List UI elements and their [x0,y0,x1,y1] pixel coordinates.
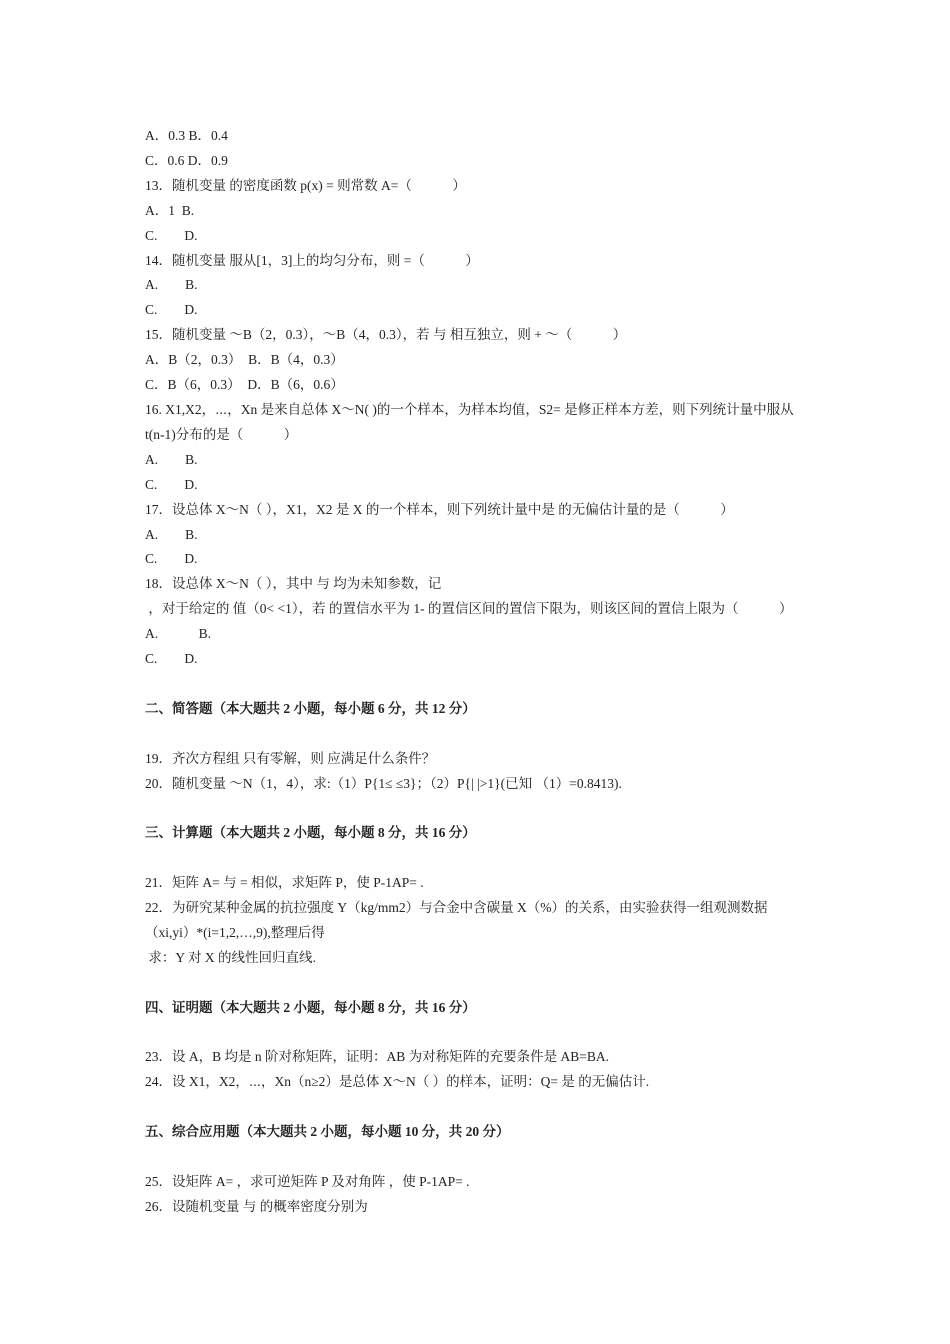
options-line: C. D. [145,476,198,492]
options-line: C. D. [145,551,198,567]
section-heading-proof: 四、证明题（本大题共 2 小题，每小题 8 分，共 16 分） [145,999,476,1015]
question-19: 19．齐次方程组 只有零解，则 应满足什么条件？ [145,750,436,766]
options-line: A．B（2，0.3） B．B（4，0.3） [145,352,344,368]
question-22-continuation: 求：Y 对 X 的线性回归直线. [145,949,316,965]
question-24: 24．设 X1，X2，⋯，Xn（n≥2）是总体 X～N（ ）的样本，证明：Q= 是 的无偏估计. [145,1074,650,1090]
question-20: 20．随机变量 ～N（1，4），求:（1）P{1≤ ≤3}；（2）P{| |>1}(已知 （1）=0.8413). [145,775,622,791]
options-line: A．1 B. [145,202,195,218]
question-26: 26．设随机变量 与 的概率密度分别为 [145,1198,368,1214]
options-line: A．0.3 B．0.4 [145,128,228,143]
question-15: 15．随机变量 ～B（2，0.3），～B（4，0.3），若 与 相互独立，则 + ～（ ） [145,327,627,343]
question-22: 22．为研究某种金属的抗拉强度 Y（kg/mm2）与合金中含碳量 X（%）的关系，由实验获得一组观测数据（xi,yi）*(i=1,2,…,9),整理后得 [145,900,768,940]
section-heading-application: 五、综合应用题（本大题共 2 小题，每小题 10 分，共 20 分） [145,1124,510,1140]
options-line: C．0.6 D．0.9 [145,152,228,168]
question-14: 14．随机变量 服从[1，3]上的均匀分布，则 =（ ） [145,252,479,268]
spacer [145,1095,810,1120]
question-23: 23．设 A，B 均是 n 阶对称矩阵，证明：AB 为对称矩阵的充要条件是 AB=BA. [145,1049,610,1065]
spacer [145,796,810,821]
section-heading-short-answer: 二、简答题（本大题共 2 小题，每小题 6 分，共 12 分） [145,700,476,716]
question-17: 17．设总体 X～N（ ），X1，X2 是 X 的一个样本，则下列统计量中是 的无偏估计量的是（ ） [145,501,734,517]
options-line: C. D. [145,227,198,243]
options-line: A. B. [145,277,198,293]
spacer [145,1021,810,1046]
options-line: A. B. [145,526,198,542]
section-heading-calculation: 三、计算题（本大题共 2 小题，每小题 8 分，共 16 分） [145,825,476,841]
spacer [145,846,810,871]
question-25: 25．设矩阵 A= ，求可逆矩阵 P 及对角阵 ，使 P-1AP= . [145,1173,470,1189]
spacer [145,672,810,697]
options-line: C. D. [145,651,198,667]
question-16: 16. X1,X2，⋯，Xn 是来自总体 X～N( )的一个样本，为样本均值，S2= 是修正样本方差，则下列统计量中服从 t(n-1)分布的是（ ） [145,401,794,442]
question-18: 18．设总体 X～N（ ），其中 与 均为未知参数，记 [145,576,442,592]
spacer [145,722,810,747]
options-line: A. B. [145,626,212,642]
options-line: C．B（6，0.3） D．B（6，0.6） [145,377,344,393]
question-18-continuation: ，对于给定的 值（0< <1），若 的置信水平为 1- 的置信区间的置信下限为，则该区间的置信上限为（ ） [145,601,793,617]
options-line: C. D. [145,302,198,318]
options-line: A. B. [145,451,198,467]
spacer [145,971,810,996]
question-21: 21．矩阵 A= 与 = 相似，求矩阵 P，使 P-1AP= . [145,875,424,891]
exam-content [145,124,810,1220]
question-13: 13．随机变量 的密度函数 p(x) = 则常数 A=（ ） [145,177,466,193]
spacer [145,1145,810,1170]
